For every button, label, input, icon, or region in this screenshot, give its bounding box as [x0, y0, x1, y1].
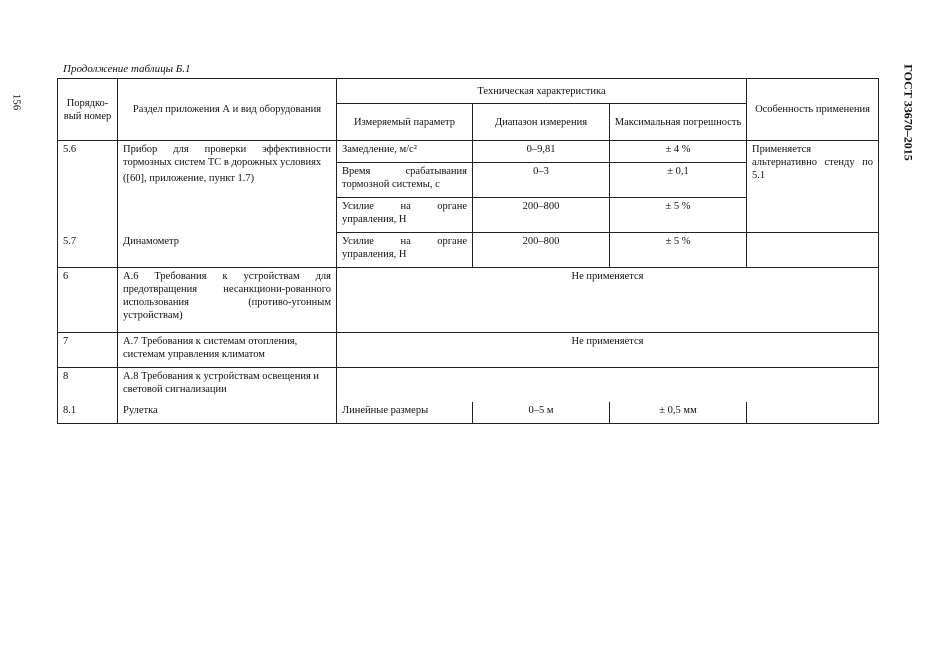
row-6-not-applicable: Не применяется	[337, 268, 879, 333]
row-5-6-error-1: ± 4 %	[610, 141, 747, 163]
row-6-num: 6	[58, 268, 118, 333]
header-error: Максимальная погрешность	[610, 104, 747, 141]
page-number: 156	[10, 93, 23, 111]
row-5-7-param: Усилие на органе управления, Н	[337, 233, 473, 268]
header-tech: Техническая характеристика	[337, 79, 747, 104]
row-8-1-feature	[747, 402, 879, 424]
header-num: Порядко-вый номер	[58, 79, 118, 141]
row-5-6-feature: Применяется альтернативно стенду по 5.1	[747, 141, 879, 233]
row-8-1-num: 8.1	[58, 402, 118, 424]
table-caption: Продолжение таблицы Б.1	[63, 63, 191, 75]
row-5-6-title: Прибор для проверки эффективности тормозных систем ТС в дорожных условиях	[123, 144, 331, 168]
header-param: Измеряемый параметр	[337, 104, 473, 141]
row-8-1-section: Рулетка	[118, 402, 337, 424]
row-6-section: А.6 Требования к устройствам для предотвращения несанкциони-рованного использования (противо-угонным устройствам)	[118, 268, 337, 333]
header-feature: Особенность применения	[747, 79, 879, 141]
row-5-7-section: Динамометр	[118, 233, 337, 268]
row-7-not-applicable: Не применяется	[337, 333, 879, 368]
document-code: ГОСТ 33670–2015	[901, 64, 916, 161]
row-5-6-range-2: 0–3	[473, 163, 610, 198]
header-section: Раздел приложения А и вид оборудования	[118, 79, 337, 141]
row-8-num: 8	[58, 368, 118, 403]
row-5-6-param-3: Усилие на органе управления, Н	[337, 198, 473, 233]
row-5-7-range: 200–800	[473, 233, 610, 268]
row-5-6-section	[118, 141, 337, 233]
row-5-7-feature	[747, 233, 879, 268]
row-8-section: А.8 Требования к устройствам освещения и световой сигнализации	[118, 368, 337, 403]
row-8-1-range: 0–5 м	[473, 402, 610, 424]
row-5-6-num: 5.6	[58, 141, 118, 233]
row-5-6-error-3: ± 5 %	[610, 198, 747, 233]
row-7-section: А.7 Требования к системам отопления, системам управления климатом	[118, 333, 337, 368]
row-5-6-range-3: 200–800	[473, 198, 610, 233]
equipment-table	[57, 78, 879, 424]
row-8-empty	[337, 368, 879, 403]
header-range: Диапазон измерения	[473, 104, 610, 141]
row-7-num: 7	[58, 333, 118, 368]
row-8-1-param: Линейные размеры	[337, 402, 473, 424]
row-5-6-param-1: Замедление, м/с²	[337, 141, 473, 163]
row-5-6-param-2: Время срабатывания тормозной системы, с	[337, 163, 473, 198]
row-5-7-num: 5.7	[58, 233, 118, 268]
row-5-7-error: ± 5 %	[610, 233, 747, 268]
row-5-6-range-1: 0–9,81	[473, 141, 610, 163]
row-8-1-error: ± 0,5 мм	[610, 402, 747, 424]
row-5-6-ref: ([60], приложение, пункт 1.7)	[123, 173, 255, 184]
row-5-6-error-2: ± 0,1	[610, 163, 747, 198]
